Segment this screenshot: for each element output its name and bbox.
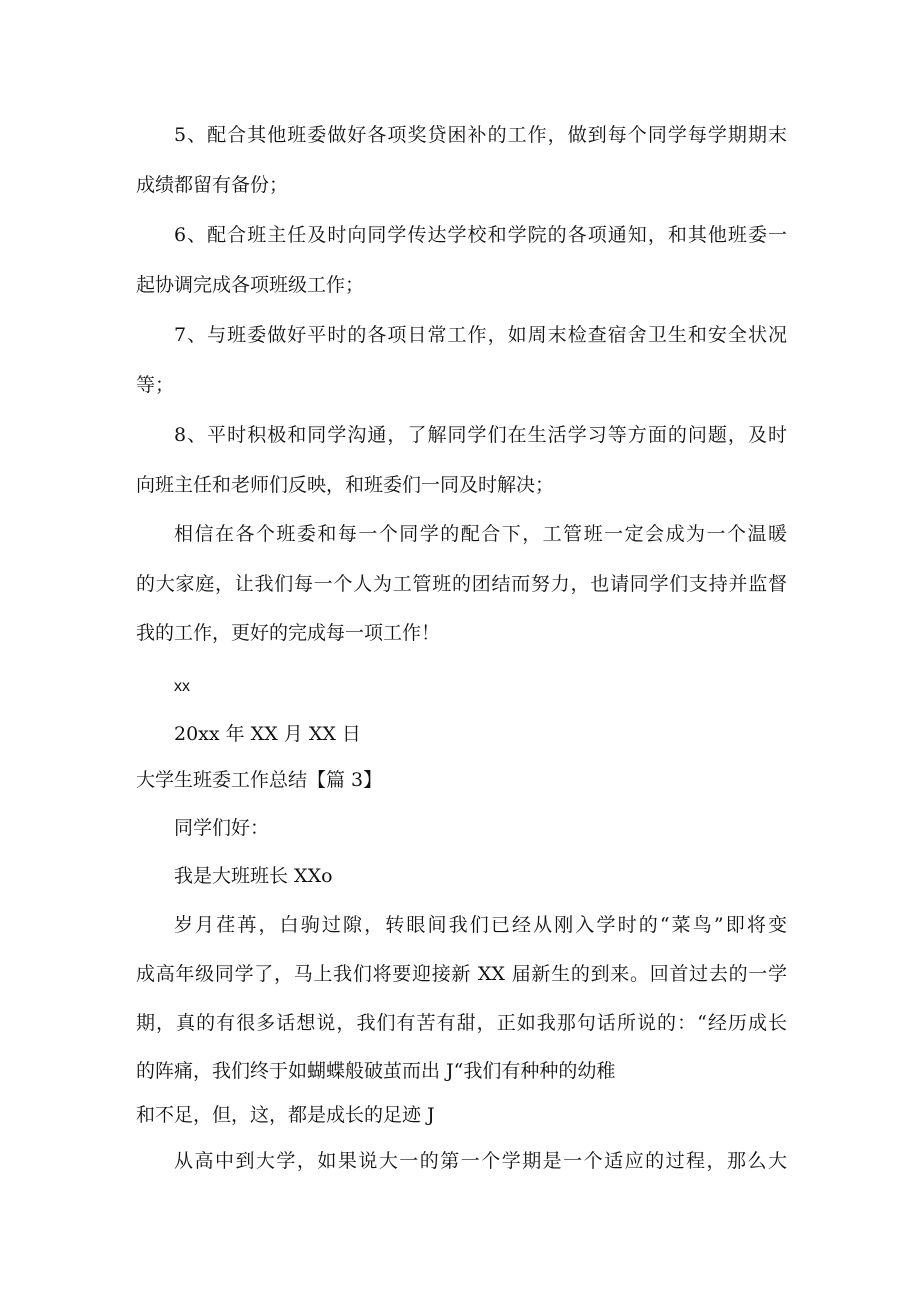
item-8-line-2: 向班主任和老师们反映，和班委们一同及时解决；: [136, 474, 555, 496]
para1-line-4: 的阵痛，我们终于如蝴蝶般破茧而出 J“我们有种种的幼稚: [136, 1060, 616, 1082]
closing-line-1: 相信在各个班委和每一个同学的配合下，工管班一定会成为一个温暖: [174, 523, 787, 545]
item-5-line-1: 5、配合其他班委做好各项奖贷困补的工作，做到每个同学每学期期末: [174, 124, 787, 146]
para1-line-1: 岁月荏苒，白驹过隙，转眼间我们已经从刚入学时的“菜鸟”即将变: [174, 914, 787, 936]
para1-line-3: 期，真的有很多话想说，我们有苦有甜，正如我那句话所说的：“经历成长: [136, 1012, 787, 1034]
para2-line-1: 从高中到大学，如果说大一的第一个学期是一个适应的过程，那么大: [174, 1150, 787, 1172]
item-6-line-1: 6、配合班主任及时向同学传达学校和学院的各项通知，和其他班委一: [174, 224, 787, 246]
greeting: 同学们好：: [174, 817, 270, 839]
item-7-line-1: 7、与班委做好平时的各项日常工作，如周末检查宿舍卫生和安全状况: [174, 324, 787, 346]
date: 20xx 年 XX 月 XX 日: [174, 723, 361, 745]
closing-line-2: 的大家庭，让我们每一个人为工管班的团结而努力，也请同学们支持并监督: [136, 573, 787, 595]
signature: xx: [174, 678, 190, 695]
item-6-line-2: 起协调完成各项班级工作；: [136, 274, 365, 296]
closing-line-3: 我的工作，更好的完成每一项工作！: [136, 622, 441, 644]
para1-line-2: 成高年级同学了，马上我们将要迎接新 XX 届新生的到来。回首过去的一学: [136, 963, 787, 985]
intro: 我是大班班长 XXo: [174, 865, 333, 887]
section-title: 大学生班委工作总结【篇 3】: [136, 769, 383, 791]
item-7-line-2: 等；: [136, 374, 175, 396]
item-5-line-2: 成绩都留有备份；: [136, 174, 289, 196]
para1-line-5: 和不足，但，这，都是成长的足迹 J: [136, 1104, 435, 1126]
item-8-line-1: 8、平时积极和同学沟通，了解同学们在生活学习等方面的问题，及时: [174, 424, 787, 446]
